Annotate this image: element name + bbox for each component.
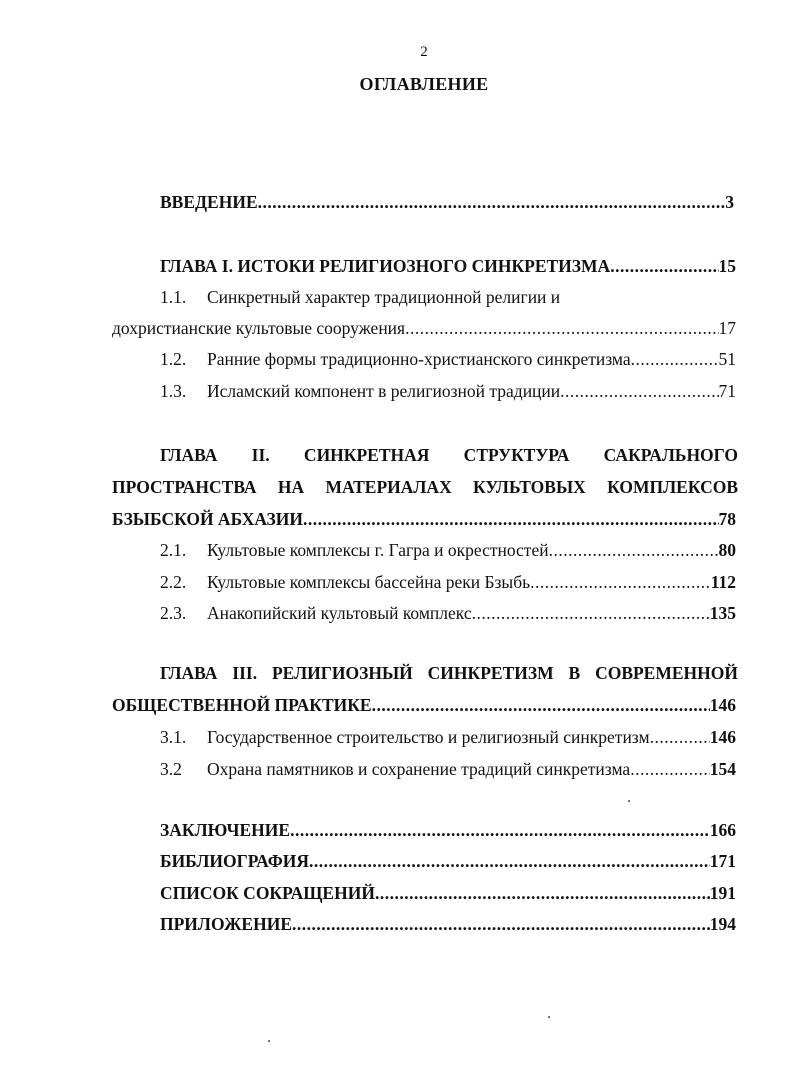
toc-entry-2-3[interactable] xyxy=(160,601,736,625)
toc-page-number: 71 xyxy=(718,381,736,401)
toc-entry-1-1-first-line[interactable] xyxy=(160,285,560,309)
toc-entry-label: СПИСОК СОКРАЩЕНИЙ xyxy=(160,883,375,903)
toc-entry-label: ЗАКЛЮЧЕНИЕ xyxy=(160,820,291,840)
toc-page-number: 194 xyxy=(709,914,736,934)
toc-section-number: 2.3. xyxy=(160,603,187,623)
toc-page-number: 3 xyxy=(725,192,734,212)
toc-section-number: 2.1. xyxy=(160,540,187,560)
toc-entry-label: БЗЫБСКОЙ АБХАЗИИ xyxy=(112,509,304,529)
dot-leader xyxy=(560,379,718,403)
toc-entry-label: Государственное строительство и религиозный синкретизм xyxy=(207,727,650,747)
dot-leader xyxy=(650,725,710,749)
toc-entry-label: ПРИЛОЖЕНИЕ xyxy=(160,914,293,934)
document-title: ОГЛАВЛЕНИЕ xyxy=(359,74,489,94)
toc-entry-label: Исламский компонент в религиозной традиции xyxy=(207,381,561,401)
toc-section-number: 2.2. xyxy=(160,572,187,592)
toc-section-number: 1.3. xyxy=(160,381,187,401)
toc-page-number: 15 xyxy=(718,256,736,276)
dot-leader xyxy=(375,881,710,905)
toc-page-number: 154 xyxy=(709,759,736,779)
toc-entry-1-1-second-line[interactable] xyxy=(112,316,736,340)
dot-leader xyxy=(630,757,710,781)
dot-leader xyxy=(405,316,718,340)
toc-page-number: 78 xyxy=(718,509,736,529)
toc-section-number: 3.1. xyxy=(160,727,187,747)
toc-entry-abbreviations[interactable] xyxy=(160,881,736,905)
toc-entry-2-1[interactable] xyxy=(160,538,736,562)
toc-entry-label: ГЛАВА I. ИСТОКИ РЕЛИГИОЗНОГО СИНКРЕТИЗМА xyxy=(160,256,611,276)
dot-leader xyxy=(309,849,710,873)
toc-page-number: 17 xyxy=(718,318,736,338)
toc-page-number: 191 xyxy=(709,883,736,903)
toc-page-number: 166 xyxy=(709,820,736,840)
toc-entry-label: Охрана памятников и сохранение традиций синкретизма xyxy=(207,759,631,779)
toc-entry-label: Анакопийский культовый комплекс xyxy=(207,603,472,623)
toc-entry-1-3[interactable] xyxy=(160,379,736,403)
toc-page-number: 171 xyxy=(709,851,736,871)
toc-entry-label: Культовые комплексы г. Гагра и окрестностей xyxy=(207,540,549,560)
toc-entry-chapter-2-line-2[interactable]: ПРОСТРАНСТВА НА МАТЕРИАЛАХ КУЛЬТОВЫХ КОМПЛЕКСОВ xyxy=(112,477,738,497)
toc-page-number: 80 xyxy=(718,540,736,560)
dot-leader xyxy=(303,507,718,531)
toc-entry-label: Синкретный характер традиционной религии и xyxy=(207,287,561,307)
toc-section-number: 1.2. xyxy=(160,349,187,369)
page-number: 2 xyxy=(420,44,428,60)
toc-page-number: 135 xyxy=(709,603,736,623)
dot-leader xyxy=(610,254,718,278)
toc-page-number: 146 xyxy=(709,727,736,747)
toc-entry-conclusion[interactable] xyxy=(160,818,736,842)
toc-entry-label: Культовые комплексы бассейна реки Бзыбь xyxy=(207,572,531,592)
dot-leader xyxy=(631,347,719,371)
toc-entry-3-2[interactable] xyxy=(160,757,736,781)
scan-speck xyxy=(268,1040,270,1042)
dot-leader xyxy=(549,538,719,562)
dot-leader xyxy=(292,912,710,936)
toc-entry-chapter-2-line-3[interactable] xyxy=(112,507,736,531)
toc-entry-3-1[interactable] xyxy=(160,725,736,749)
toc-section-number: 1.1. xyxy=(160,287,187,307)
toc-entry-chapter-2-line-1[interactable]: ГЛАВА II. СИНКРЕТНАЯ СТРУКТУРА САКРАЛЬНОГО xyxy=(160,445,738,465)
toc-entry-label: Ранние формы традиционно-христианского синкретизма xyxy=(207,349,631,369)
toc-entry-chapter-1[interactable] xyxy=(160,254,736,278)
toc-entry-1-2[interactable] xyxy=(160,347,736,371)
toc-entry-bibliography[interactable] xyxy=(160,849,736,873)
dot-leader xyxy=(258,190,726,214)
dot-leader xyxy=(372,693,710,717)
toc-entry-label: БИБЛИОГРАФИЯ xyxy=(160,851,309,871)
scan-speck xyxy=(548,1016,550,1018)
scan-speck xyxy=(628,800,630,802)
dot-leader xyxy=(290,818,710,842)
toc-page-number: 146 xyxy=(709,695,736,715)
toc-entry-2-2[interactable] xyxy=(160,570,736,594)
toc-entry-label: ВВЕДЕНИЕ xyxy=(160,192,258,212)
toc-entry-appendix[interactable] xyxy=(160,912,736,936)
toc-entry-chapter-3-line-2[interactable] xyxy=(112,693,736,717)
dot-leader xyxy=(530,570,711,594)
toc-entry-label: ОБЩЕСТВЕННОЙ ПРАКТИКЕ xyxy=(112,695,372,715)
toc-entry-chapter-3-line-1[interactable]: ГЛАВА III. РЕЛИГИОЗНЫЙ СИНКРЕТИЗМ В СОВРЕМЕННОЙ xyxy=(160,663,738,683)
toc-entry-label: дохристианские культовые сооружения xyxy=(112,318,406,338)
dot-leader xyxy=(472,601,710,625)
toc-section-number: 3.2 xyxy=(160,759,182,779)
toc-page-number: 112 xyxy=(710,572,736,592)
toc-entry-introduction[interactable] xyxy=(160,190,734,214)
toc-page-number: 51 xyxy=(718,349,736,369)
